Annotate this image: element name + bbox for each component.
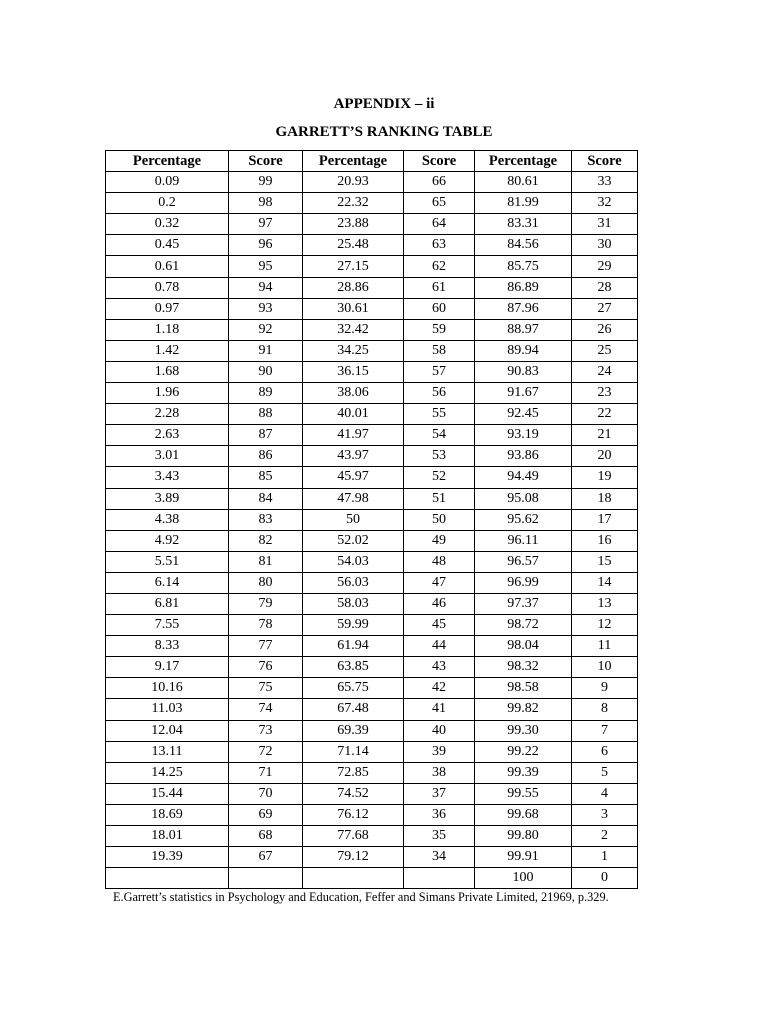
- table-cell: 66: [404, 172, 475, 193]
- table-cell: 99.55: [475, 783, 572, 804]
- table-cell: 99.91: [475, 847, 572, 868]
- table-cell: 97.37: [475, 593, 572, 614]
- table-cell: 77: [229, 636, 303, 657]
- column-header: Score: [572, 151, 638, 172]
- table-cell: 89: [229, 383, 303, 404]
- table-cell: 40: [404, 720, 475, 741]
- table-cell: 59.99: [303, 615, 404, 636]
- table-cell: 95.08: [475, 488, 572, 509]
- table-cell: 61.94: [303, 636, 404, 657]
- table-cell: 3.01: [106, 446, 229, 467]
- table-cell: 35: [404, 826, 475, 847]
- table-row: [106, 657, 638, 678]
- table-cell: 1.96: [106, 383, 229, 404]
- table-cell: 63.85: [303, 657, 404, 678]
- table-cell: 19: [572, 467, 638, 488]
- table-cell: 27: [572, 298, 638, 319]
- table-row: [106, 172, 638, 193]
- table-cell: 83.31: [475, 214, 572, 235]
- table-cell: 1.18: [106, 319, 229, 340]
- table-cell: 91: [229, 340, 303, 361]
- table-cell: 86.89: [475, 277, 572, 298]
- table-cell: 0.32: [106, 214, 229, 235]
- table-title: GARRETT’S RANKING TABLE: [275, 124, 493, 140]
- table-cell: 24: [572, 361, 638, 382]
- table-cell: 89.94: [475, 340, 572, 361]
- table-cell: 96: [229, 235, 303, 256]
- table-cell: 30: [572, 235, 638, 256]
- table-cell: 28: [572, 277, 638, 298]
- table-cell: 47.98: [303, 488, 404, 509]
- table-cell: 96.11: [475, 530, 572, 551]
- table-cell: 80: [229, 572, 303, 593]
- table-cell: 27.15: [303, 256, 404, 277]
- table-cell: 98.04: [475, 636, 572, 657]
- table-cell: 80.61: [475, 172, 572, 193]
- table-cell: 26: [572, 319, 638, 340]
- table-cell: 99: [229, 172, 303, 193]
- table-cell: 61: [404, 277, 475, 298]
- table-cell: 50: [404, 509, 475, 530]
- table-row: [106, 615, 638, 636]
- table-row: [106, 383, 638, 404]
- table-cell: 36.15: [303, 361, 404, 382]
- table-cell: 11: [572, 636, 638, 657]
- table-cell: 99.68: [475, 804, 572, 825]
- table-row: [106, 699, 638, 720]
- table-row: [106, 551, 638, 572]
- table-cell: 38: [404, 762, 475, 783]
- table-cell: 2.63: [106, 425, 229, 446]
- table-cell: 99.80: [475, 826, 572, 847]
- table-cell: 82: [229, 530, 303, 551]
- table-row: [106, 193, 638, 214]
- table-cell: 4.92: [106, 530, 229, 551]
- table-cell: 93: [229, 298, 303, 319]
- table-cell: 23: [572, 383, 638, 404]
- table-cell: 7: [572, 720, 638, 741]
- table-cell: 4.38: [106, 509, 229, 530]
- table-cell: 93.19: [475, 425, 572, 446]
- table-row: [106, 340, 638, 361]
- table-cell: 15.44: [106, 783, 229, 804]
- table-cell: 40.01: [303, 404, 404, 425]
- table-cell: 14.25: [106, 762, 229, 783]
- table-header-row: [106, 151, 638, 172]
- table-cell: 6: [572, 741, 638, 762]
- table-cell: 90: [229, 361, 303, 382]
- table-cell: 10.16: [106, 678, 229, 699]
- table-cell: 11.03: [106, 699, 229, 720]
- table-cell: [106, 868, 229, 889]
- table-cell: 98.58: [475, 678, 572, 699]
- table-cell: 81.99: [475, 193, 572, 214]
- table-row: [106, 446, 638, 467]
- table-cell: 74: [229, 699, 303, 720]
- table-cell: 55: [404, 404, 475, 425]
- table-cell: 94.49: [475, 467, 572, 488]
- table-cell: 28.86: [303, 277, 404, 298]
- garrett-ranking-table: [105, 150, 638, 889]
- table-row: [106, 361, 638, 382]
- table-cell: 0: [572, 868, 638, 889]
- table-cell: 53: [404, 446, 475, 467]
- table-cell: 76: [229, 657, 303, 678]
- table-cell: 43.97: [303, 446, 404, 467]
- table-cell: 29: [572, 256, 638, 277]
- appendix-title: APPENDIX – ii: [333, 96, 435, 112]
- table-cell: 93.86: [475, 446, 572, 467]
- table-cell: 71.14: [303, 741, 404, 762]
- table-cell: 30.61: [303, 298, 404, 319]
- table-cell: 98.72: [475, 615, 572, 636]
- table-cell: 76.12: [303, 804, 404, 825]
- table-cell: 12: [572, 615, 638, 636]
- table-cell: 20.93: [303, 172, 404, 193]
- table-row: [106, 509, 638, 530]
- table-cell: 20: [572, 446, 638, 467]
- table-cell: 62: [404, 256, 475, 277]
- table-cell: 51: [404, 488, 475, 509]
- table-row: [106, 530, 638, 551]
- table-row: [106, 214, 638, 235]
- table-cell: 58.03: [303, 593, 404, 614]
- table-cell: 56: [404, 383, 475, 404]
- table-cell: 37: [404, 783, 475, 804]
- table-cell: 3: [572, 804, 638, 825]
- table-cell: 69.39: [303, 720, 404, 741]
- table-cell: 65.75: [303, 678, 404, 699]
- table-cell: 90.83: [475, 361, 572, 382]
- table-cell: 91.67: [475, 383, 572, 404]
- table-cell: 99.30: [475, 720, 572, 741]
- table-cell: 22: [572, 404, 638, 425]
- table-cell: 5: [572, 762, 638, 783]
- table-cell: 9: [572, 678, 638, 699]
- table-cell: 7.55: [106, 615, 229, 636]
- column-header: Score: [229, 151, 303, 172]
- table-cell: 46: [404, 593, 475, 614]
- table-cell: 45: [404, 615, 475, 636]
- table-cell: 70: [229, 783, 303, 804]
- table-row: [106, 636, 638, 657]
- table-cell: 25: [572, 340, 638, 361]
- table-cell: 0.78: [106, 277, 229, 298]
- table-cell: 72: [229, 741, 303, 762]
- table-cell: 85: [229, 467, 303, 488]
- table-cell: 0.97: [106, 298, 229, 319]
- table-cell: 83: [229, 509, 303, 530]
- table-cell: 34: [404, 847, 475, 868]
- table-cell: 52: [404, 467, 475, 488]
- table-cell: 8.33: [106, 636, 229, 657]
- table-cell: 78: [229, 615, 303, 636]
- table-cell: 8: [572, 699, 638, 720]
- table-cell: 74.52: [303, 783, 404, 804]
- table-cell: 96.57: [475, 551, 572, 572]
- table-cell: 5.51: [106, 551, 229, 572]
- table-row: [106, 678, 638, 699]
- table-cell: 49: [404, 530, 475, 551]
- table-cell: 88: [229, 404, 303, 425]
- table-cell: 86: [229, 446, 303, 467]
- table-cell: 32.42: [303, 319, 404, 340]
- table-cell: 41: [404, 699, 475, 720]
- table-row: [106, 593, 638, 614]
- table-cell: 72.85: [303, 762, 404, 783]
- table-cell: 71: [229, 762, 303, 783]
- table-cell: 73: [229, 720, 303, 741]
- table-cell: 15: [572, 551, 638, 572]
- table-row: [106, 741, 638, 762]
- table-cell: 6.14: [106, 572, 229, 593]
- table-cell: 18: [572, 488, 638, 509]
- table-cell: 60: [404, 298, 475, 319]
- table-cell: 1.42: [106, 340, 229, 361]
- table-cell: 58: [404, 340, 475, 361]
- table-cell: 14: [572, 572, 638, 593]
- table-cell: 98.32: [475, 657, 572, 678]
- table-cell: 12.04: [106, 720, 229, 741]
- table-cell: 13.11: [106, 741, 229, 762]
- table-cell: 3.89: [106, 488, 229, 509]
- table-cell: 96.99: [475, 572, 572, 593]
- table-cell: 23.88: [303, 214, 404, 235]
- column-header: Score: [404, 151, 475, 172]
- table-cell: 57: [404, 361, 475, 382]
- table-cell: 63: [404, 235, 475, 256]
- table-row: [106, 319, 638, 340]
- table-cell: 92.45: [475, 404, 572, 425]
- table-row: [106, 804, 638, 825]
- table-row: [106, 868, 638, 889]
- table-cell: 0.09: [106, 172, 229, 193]
- table-row: [106, 847, 638, 868]
- table-cell: 99.82: [475, 699, 572, 720]
- table-cell: 100: [475, 868, 572, 889]
- table-cell: 64: [404, 214, 475, 235]
- table-cell: 79.12: [303, 847, 404, 868]
- table-cell: 92: [229, 319, 303, 340]
- table-cell: [229, 868, 303, 889]
- table-cell: 48: [404, 551, 475, 572]
- table-cell: 47: [404, 572, 475, 593]
- table-cell: 68: [229, 826, 303, 847]
- table-cell: 18.01: [106, 826, 229, 847]
- table-cell: 85.75: [475, 256, 572, 277]
- table-row: [106, 762, 638, 783]
- table-row: [106, 277, 638, 298]
- column-header: Percentage: [475, 151, 572, 172]
- table-cell: 16: [572, 530, 638, 551]
- table-cell: 0.61: [106, 256, 229, 277]
- table-cell: 99.39: [475, 762, 572, 783]
- table-cell: 17: [572, 509, 638, 530]
- table-cell: 75: [229, 678, 303, 699]
- table-cell: 88.97: [475, 319, 572, 340]
- table-cell: 87: [229, 425, 303, 446]
- column-header: Percentage: [303, 151, 404, 172]
- table-cell: 1: [572, 847, 638, 868]
- table-cell: 13: [572, 593, 638, 614]
- table-cell: 54: [404, 425, 475, 446]
- table-cell: 34.25: [303, 340, 404, 361]
- table-cell: 0.45: [106, 235, 229, 256]
- table-cell: 56.03: [303, 572, 404, 593]
- table-cell: [303, 868, 404, 889]
- table-cell: 4: [572, 783, 638, 804]
- table-row: [106, 404, 638, 425]
- table-cell: 59: [404, 319, 475, 340]
- table-cell: 54.03: [303, 551, 404, 572]
- table-cell: 38.06: [303, 383, 404, 404]
- table-cell: 52.02: [303, 530, 404, 551]
- table-cell: 87.96: [475, 298, 572, 319]
- table-row: [106, 256, 638, 277]
- table-row: [106, 783, 638, 804]
- table-row: [106, 826, 638, 847]
- table-cell: 67.48: [303, 699, 404, 720]
- table-row: [106, 572, 638, 593]
- table-cell: 79: [229, 593, 303, 614]
- table-row: [106, 720, 638, 741]
- table-cell: 45.97: [303, 467, 404, 488]
- table-row: [106, 467, 638, 488]
- table-cell: 1.68: [106, 361, 229, 382]
- table-cell: 22.32: [303, 193, 404, 214]
- table-cell: 6.81: [106, 593, 229, 614]
- table-cell: [404, 868, 475, 889]
- table-row: [106, 488, 638, 509]
- table-row: [106, 298, 638, 319]
- table-cell: 77.68: [303, 826, 404, 847]
- table-cell: 84.56: [475, 235, 572, 256]
- table-cell: 84: [229, 488, 303, 509]
- table-cell: 0.2: [106, 193, 229, 214]
- table-cell: 39: [404, 741, 475, 762]
- table-cell: 18.69: [106, 804, 229, 825]
- table-row: [106, 425, 638, 446]
- table-cell: 25.48: [303, 235, 404, 256]
- table-cell: 42: [404, 678, 475, 699]
- table-cell: 9.17: [106, 657, 229, 678]
- table-cell: 2: [572, 826, 638, 847]
- table-cell: 81: [229, 551, 303, 572]
- table-cell: 98: [229, 193, 303, 214]
- table-cell: 69: [229, 804, 303, 825]
- table-cell: 97: [229, 214, 303, 235]
- table-cell: 3.43: [106, 467, 229, 488]
- table-cell: 2.28: [106, 404, 229, 425]
- table-cell: 33: [572, 172, 638, 193]
- table-cell: 65: [404, 193, 475, 214]
- table-cell: 44: [404, 636, 475, 657]
- table-cell: 21: [572, 425, 638, 446]
- table-cell: 94: [229, 277, 303, 298]
- table-cell: 36: [404, 804, 475, 825]
- table-row: [106, 235, 638, 256]
- table-cell: 67: [229, 847, 303, 868]
- table-cell: 50: [303, 509, 404, 530]
- table-cell: 10: [572, 657, 638, 678]
- table-cell: 95: [229, 256, 303, 277]
- table-cell: 32: [572, 193, 638, 214]
- table-cell: 31: [572, 214, 638, 235]
- table-cell: 43: [404, 657, 475, 678]
- source-footnote: E.Garrett’s statistics in Psychology and Education, Feffer and Simans Private Limited, 21969, p.329.: [113, 890, 609, 904]
- column-header: Percentage: [106, 151, 229, 172]
- table-cell: 19.39: [106, 847, 229, 868]
- table-cell: 95.62: [475, 509, 572, 530]
- table-cell: 41.97: [303, 425, 404, 446]
- table-cell: 99.22: [475, 741, 572, 762]
